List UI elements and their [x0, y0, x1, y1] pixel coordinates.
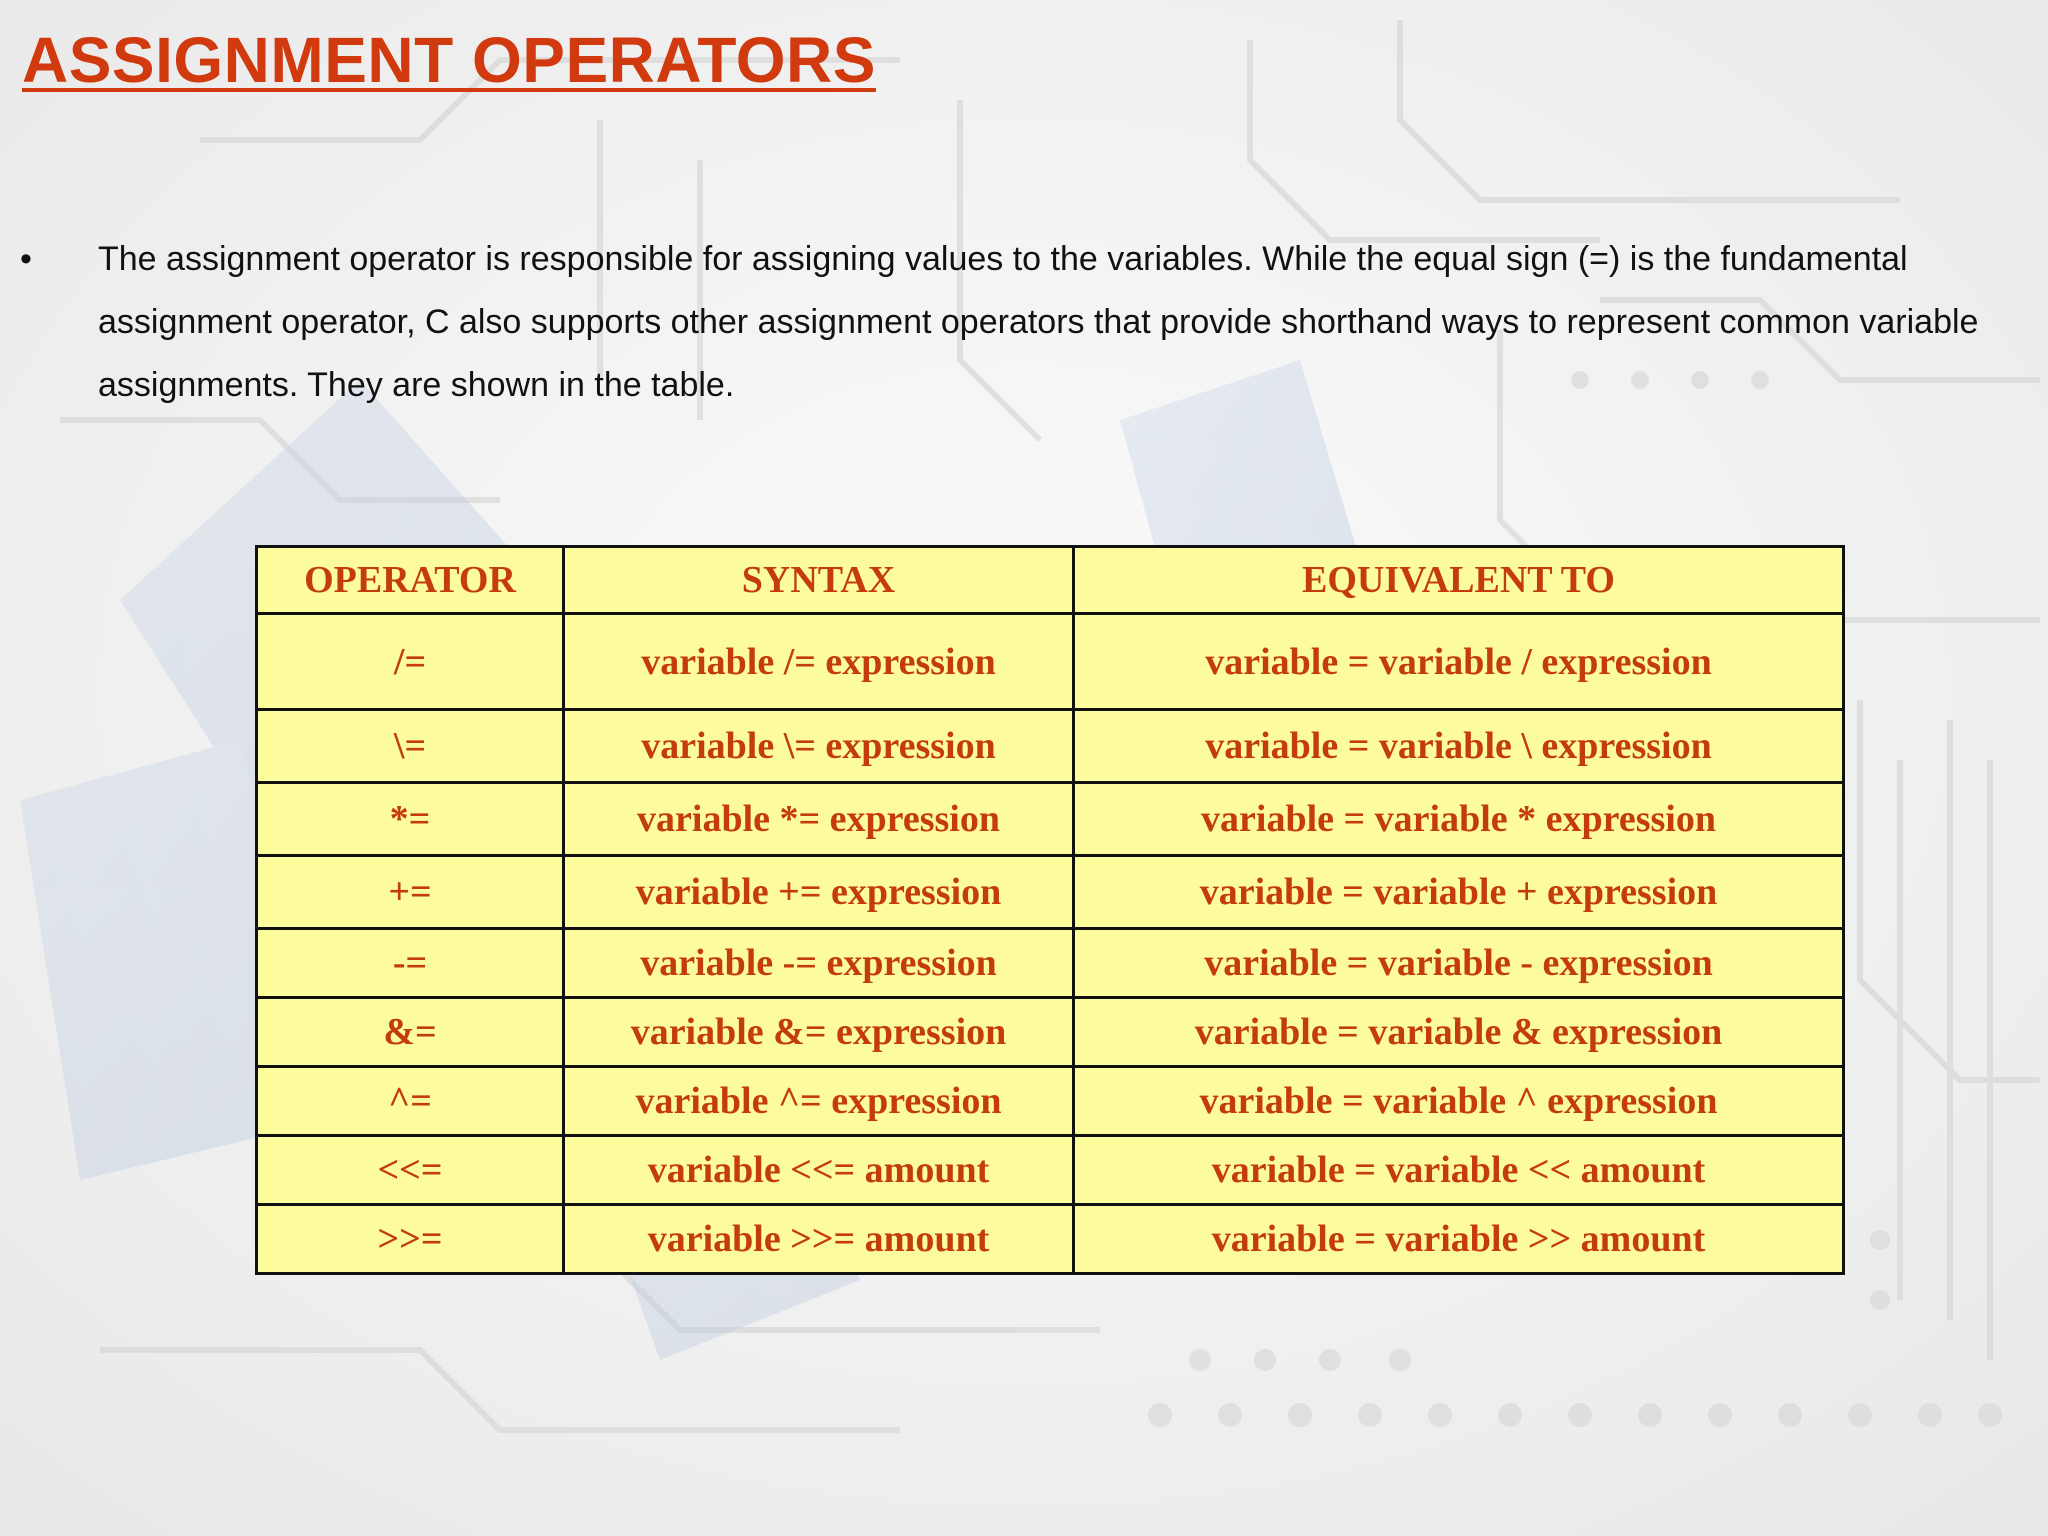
header-syntax: SYNTAX [564, 547, 1074, 614]
equivalent-cell: variable = variable / expression [1074, 614, 1844, 710]
operator-cell: ^= [257, 1067, 564, 1136]
equivalent-cell: variable = variable - expression [1074, 929, 1844, 998]
operator-cell: \= [257, 710, 564, 783]
operator-cell: /= [257, 614, 564, 710]
syntax-cell: variable += expression [564, 856, 1074, 929]
syntax-cell: variable &= expression [564, 998, 1074, 1067]
bullet-marker: • [20, 240, 32, 278]
operator-cell: += [257, 856, 564, 929]
bullet-text: The assignment operator is responsible for assigning values to the variables. While the equal sign (=) is the fundamental assignment operator, C also supports other assignment operators that provide shorthand ways to represent common variable assignments. They are shown in the table. [98, 240, 1979, 404]
equivalent-cell: variable = variable \ expression [1074, 710, 1844, 783]
table-row [257, 710, 1844, 783]
table-row [257, 998, 1844, 1067]
syntax-cell: variable *= expression [564, 783, 1074, 856]
operator-cell: <<= [257, 1136, 564, 1205]
syntax-cell: variable \= expression [564, 710, 1074, 783]
header-equivalent: EQUIVALENT TO [1074, 547, 1844, 614]
table-row [257, 1205, 1844, 1274]
equivalent-cell: variable = variable + expression [1074, 856, 1844, 929]
syntax-cell: variable >>= amount [564, 1205, 1074, 1274]
table-row [257, 1067, 1844, 1136]
operator-cell: -= [257, 929, 564, 998]
syntax-cell: variable ^= expression [564, 1067, 1074, 1136]
equivalent-cell: variable = variable * expression [1074, 783, 1844, 856]
equivalent-cell: variable = variable ^ expression [1074, 1067, 1844, 1136]
equivalent-cell: variable = variable & expression [1074, 998, 1844, 1067]
equivalent-cell: variable = variable << amount [1074, 1136, 1844, 1205]
operator-cell: >>= [257, 1205, 564, 1274]
equivalent-cell: variable = variable >> amount [1074, 1205, 1844, 1274]
header-operator: OPERATOR [257, 547, 564, 614]
bullet-point [20, 228, 1980, 417]
operator-cell: &= [257, 998, 564, 1067]
table-row [257, 614, 1844, 710]
operator-cell: *= [257, 783, 564, 856]
table-row [257, 856, 1844, 929]
table-header-row [257, 547, 1844, 614]
syntax-cell: variable /= expression [564, 614, 1074, 710]
syntax-cell: variable -= expression [564, 929, 1074, 998]
table-row [257, 1136, 1844, 1205]
table-row [257, 783, 1844, 856]
slide-title: ASSIGNMENT OPERATORS [22, 24, 876, 96]
assignment-operators-table [255, 545, 1845, 1275]
syntax-cell: variable <<= amount [564, 1136, 1074, 1205]
table-row [257, 929, 1844, 998]
